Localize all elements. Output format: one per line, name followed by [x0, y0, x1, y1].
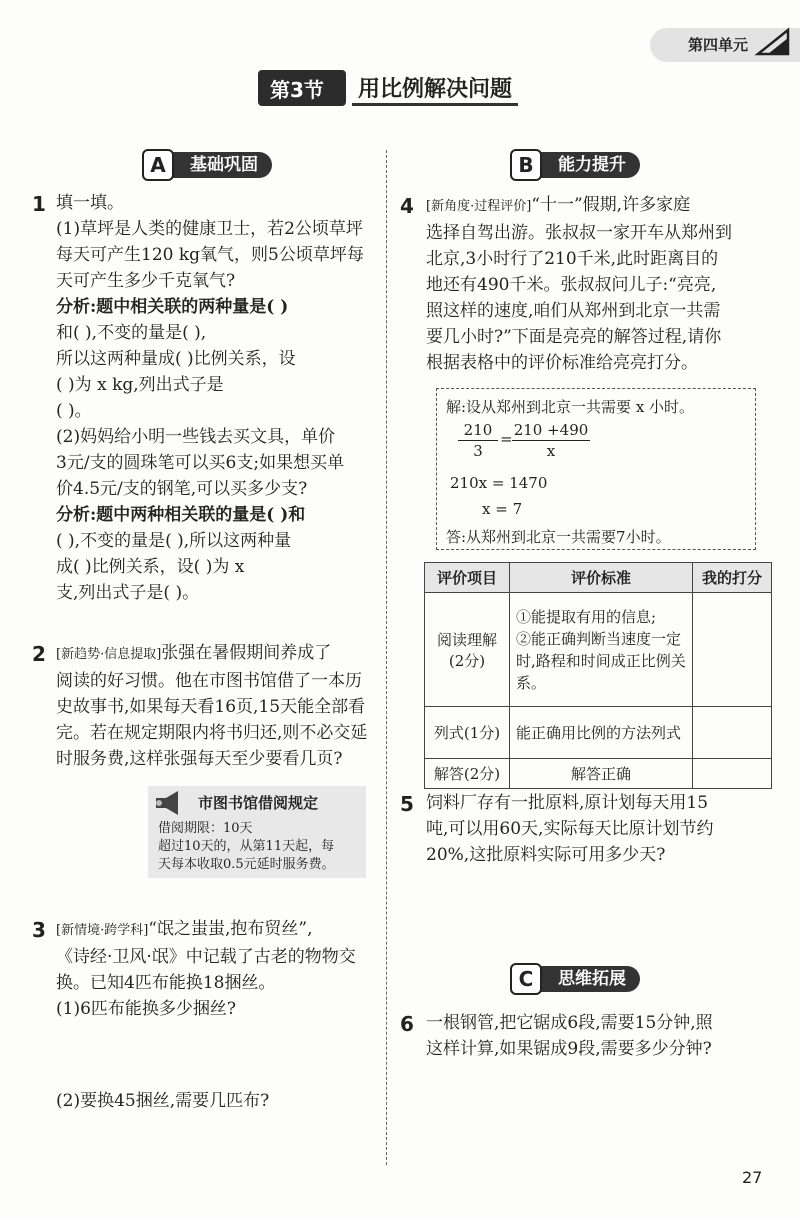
q1-number: 1: [32, 192, 46, 216]
q3-line: “氓之蚩蚩,抱布贸丝”,: [148, 919, 313, 939]
page-title: 用比例解决问题: [352, 72, 518, 106]
table-cell: 列式(1分): [425, 707, 510, 759]
fraction-denominator: x: [546, 442, 556, 460]
q3-line: 换。已知4匹布能换18捆丝。: [56, 973, 276, 993]
q6-body: [426, 1010, 772, 1062]
equals-sign: =: [500, 430, 513, 448]
q3-number: 3: [32, 918, 46, 942]
score-cell[interactable]: [693, 759, 772, 789]
q6-line: 这样计算,如果锯成9段,需要多少分钟?: [426, 1039, 712, 1059]
section-a-title: 基础巩固: [160, 152, 272, 178]
q2-body: [56, 640, 376, 772]
q4-line: 根据表格中的评价标准给亮亮打分。: [426, 353, 698, 373]
section-b-title: 能力提升: [528, 152, 640, 178]
q4-line: “十一”假期,许多家庭: [531, 195, 691, 215]
q1-line: 分析:题中相关联的两种量是( ): [56, 297, 289, 317]
notice-body: [158, 820, 335, 874]
table-cell: ①能提取有用的信息; ②能正确判断当速度一定时,路程和时间成正比例关系。: [510, 593, 693, 707]
fraction-numerator: 210: [458, 420, 498, 441]
q1-line: (1)草坪是人类的健康卫士，若2公顷草坪: [56, 219, 363, 239]
q2-tag: [新趋势·信息提取]: [56, 647, 162, 662]
q1-line: ( ),不变的量是( ),所以这两种量: [56, 531, 292, 551]
q4-line: 地还有490千米。张叔叔问儿子:“亮亮,: [426, 275, 717, 295]
q1-line: 成( )比例关系，设( )为 x: [56, 557, 245, 577]
q4-line: 选择自驾出游。张叔叔一家开车从郑州到: [426, 223, 732, 243]
q1-line: 所以这两种量成( )比例关系，设: [56, 349, 296, 369]
q5-body: [426, 790, 772, 868]
notice-line: 借阅期限：10天: [158, 821, 253, 836]
q5-line: 饲料厂存有一批原料,原计划每天用15: [426, 793, 709, 813]
q1-line: (2)妈妈给小明一些钱去买文具，单价: [56, 427, 336, 447]
table-cell: 解答正确: [510, 759, 693, 789]
q3-line: (1)6匹布能换多少捆丝?: [56, 999, 237, 1019]
q6-line: 一根钢管,把它锯成6段,需要15分钟,照: [426, 1013, 713, 1033]
q5-number: 5: [400, 792, 414, 816]
column-divider: [386, 150, 387, 1165]
q1-line: 天可产生多少千克氧气?: [56, 271, 236, 291]
table-cell: 解答(2分): [425, 759, 510, 789]
q3-body: [56, 916, 376, 1022]
q1-body: [56, 190, 376, 606]
fraction-numerator: 210 +490: [513, 421, 589, 439]
q1-line: 价4.5元/支的钢笔,可以买多少支?: [56, 479, 308, 499]
solution-line: 210x = 1470: [450, 474, 548, 492]
fraction-right: [512, 420, 590, 461]
q1-line: 和( ),不变的量是( ),: [56, 323, 207, 343]
q1-line: ( )。: [56, 401, 92, 421]
fraction-denominator: 3: [473, 442, 483, 460]
notice-title: 市图书馆借阅规定: [198, 794, 319, 812]
score-cell[interactable]: [693, 707, 772, 759]
solution-line: 解:设从郑州到北京一共需要 x 小时。: [446, 398, 695, 416]
q1-line: 3元/支的圆珠笔可以买6支;如果想买单: [56, 453, 345, 473]
section-c-letter: C: [510, 963, 542, 995]
q2-line: 阅读的好习惯。他在市图书馆借了一本历: [56, 671, 362, 691]
score-cell[interactable]: [693, 593, 772, 707]
q1-line: ( )为 x kg,列出式子是: [56, 375, 224, 395]
q3-line: 《诗经·卫风·氓》中记载了古老的物物交: [56, 947, 356, 967]
horn-icon: [150, 788, 186, 818]
q1-line: 分析:题中两种相关联的量是( )和: [56, 505, 306, 525]
section-a-letter: A: [142, 149, 174, 181]
q1-line: 每天可产生120 kg氧气，则5公顷草坪每: [56, 245, 364, 265]
q4-line: 要几小时?”下面是亮亮的解答过程,请你: [426, 327, 722, 347]
evaluation-table: [424, 562, 772, 789]
section-badge-label: 第3节: [270, 78, 324, 102]
solution-line: 答:从郑州到北京一共需要7小时。: [446, 528, 671, 546]
q4-body: [426, 192, 772, 376]
q5-line: 20%,这批原料实际可用多少天?: [426, 845, 666, 865]
unit-logo-icon: [754, 26, 794, 58]
q2-number: 2: [32, 642, 46, 666]
q4-tag: [新角度·过程评价]: [426, 199, 532, 214]
section-c-title: 思维拓展: [528, 966, 640, 992]
table-header: 评价项目: [425, 563, 510, 593]
notice-line: 天每本收取0.5元延时服务费。: [158, 857, 335, 872]
table-cell: 能正确用比例的方法列式: [510, 707, 693, 759]
unit-label: 第四单元: [687, 36, 748, 54]
q3-line: (2)要换45捆丝,需要几匹布?: [56, 1091, 270, 1111]
q2-line: 张强在暑假期间养成了: [161, 643, 332, 663]
q5-line: 吨,可以用60天,实际每天比原计划节约: [426, 819, 714, 839]
q2-line: 完。若在规定期限内将书归还,则不必交延: [56, 723, 368, 743]
q2-line: 时服务费,这样张强每天至少要看几页?: [56, 749, 343, 769]
q1-line: 支,列出式子是( )。: [56, 583, 200, 603]
table-header: 评价标准: [510, 563, 693, 593]
q6-number: 6: [400, 1012, 414, 1036]
q4-line: 照这样的速度,咱们从郑州到北京一共需: [426, 301, 721, 321]
table-header: 我的打分: [693, 563, 772, 593]
solution-line: x = 7: [482, 500, 523, 518]
q3-tag: [新情境·跨学科]: [56, 923, 149, 938]
q2-line: 史故事书,如果每天看16页,15天能全部看: [56, 697, 366, 717]
q4-line: 北京,3小时行了210千米,此时距离目的: [426, 249, 719, 269]
q4-number: 4: [400, 194, 414, 218]
fraction-left: [458, 420, 498, 461]
table-cell: 阅读理解 (2分): [425, 593, 510, 707]
page-number: 27: [742, 1168, 763, 1187]
notice-line: 超过10天的，从第11天起，每: [158, 839, 335, 854]
section-b-letter: B: [510, 149, 542, 181]
q1-line: 填一填。: [56, 193, 124, 213]
